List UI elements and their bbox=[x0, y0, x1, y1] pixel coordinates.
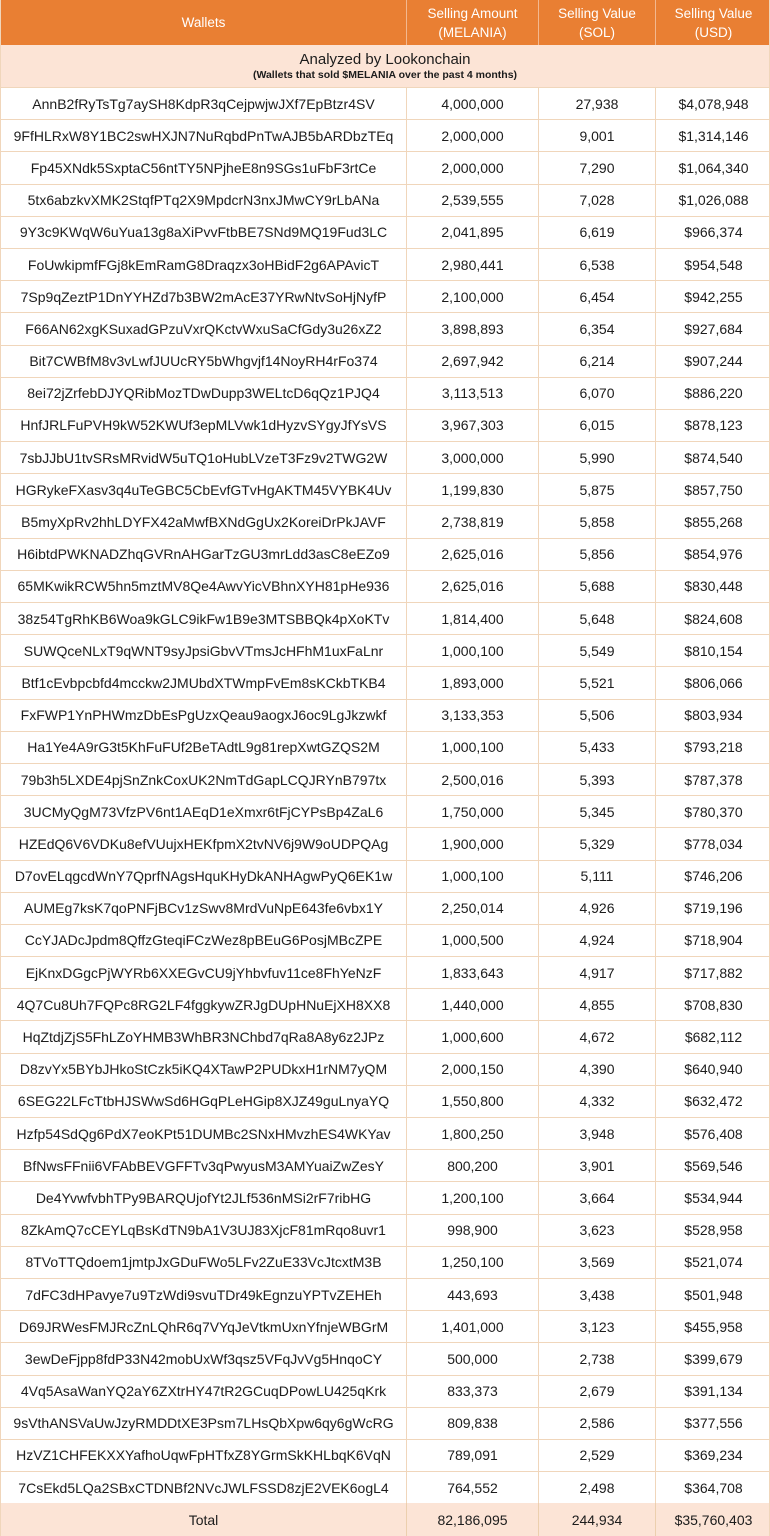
table-row bbox=[1, 1086, 769, 1118]
selling-value-sol-cell: 5,506 bbox=[539, 700, 656, 731]
table-row bbox=[1, 1408, 769, 1440]
selling-value-sol-cell: 5,433 bbox=[539, 732, 656, 763]
selling-value-usd-cell: $719,196 bbox=[684, 900, 743, 917]
selling-value-sol-cell: 3,569 bbox=[539, 1247, 656, 1278]
selling-amount-cell: 1,750,000 bbox=[407, 796, 539, 827]
selling-value-usd-cell: $874,540 bbox=[684, 449, 743, 466]
banner-subtitle: (Wallets that sold $MELANIA over the past 4 months) bbox=[252, 68, 518, 81]
selling-amount-cell: 443,693 bbox=[407, 1279, 539, 1310]
selling-amount-cell: 1,893,000 bbox=[407, 667, 539, 698]
table-row bbox=[1, 1118, 769, 1150]
selling-value-sol-cell: 4,855 bbox=[539, 989, 656, 1020]
table-row bbox=[1, 506, 769, 538]
selling-value-usd-cell: $855,268 bbox=[684, 514, 743, 531]
selling-value-sol-cell: 5,521 bbox=[539, 667, 656, 698]
wallet-address-cell: EjKnxDGgcPjWYRb6XXEGvCU9jYhbvfuv11ce8FhYeNzF bbox=[1, 957, 407, 988]
selling-amount-cell: 1,800,250 bbox=[407, 1118, 539, 1149]
table-row bbox=[1, 1247, 769, 1279]
table-row bbox=[1, 152, 769, 184]
selling-value-sol-cell: 5,990 bbox=[539, 442, 656, 473]
wallet-address-cell: Btf1cEvbpcbfd4mcckw2JMUbdXTWmpFvEm8sKCkbTKB4 bbox=[1, 667, 407, 698]
selling-value-sol-cell: 5,329 bbox=[539, 828, 656, 859]
header-selling-amount-sublabel: (MELANIA) bbox=[438, 24, 507, 40]
wallet-address-cell: Ha1Ye4A9rG3t5KhFuFUf2BeTAdtL9g81repXwtGZQS2M bbox=[1, 732, 407, 763]
selling-value-sol-cell: 5,688 bbox=[539, 571, 656, 602]
selling-value-sol-cell: 2,586 bbox=[539, 1408, 656, 1439]
selling-amount-cell: 789,091 bbox=[407, 1440, 539, 1471]
wallet-address-cell: 6SEG22LFcTtbHJSWwSd6HGqPLeHGip8XJZ49guLnyaYQ bbox=[1, 1086, 407, 1117]
selling-amount-cell: 1,900,000 bbox=[407, 828, 539, 859]
wallet-address-cell: 65MKwikRCW5hn5mztMV8Qe4AwvYicVBhnXYH81pHe936 bbox=[1, 571, 407, 602]
table-row bbox=[1, 603, 769, 635]
wallet-address-cell: FxFWP1YnPHWmzDbEsPgUzxQeau9aogxJ6oc9LgJkzwkf bbox=[1, 700, 407, 731]
selling-value-sol-cell: 2,529 bbox=[539, 1440, 656, 1471]
selling-value-sol-cell: 2,498 bbox=[539, 1472, 656, 1503]
table-row bbox=[1, 249, 769, 281]
wallet-address-cell: 7CsEkd5LQa2SBxCTDNBf2NVcJWLFSSD8zjE2VEK6ogL4 bbox=[1, 1472, 407, 1503]
table-row bbox=[1, 378, 769, 410]
selling-amount-cell: 800,200 bbox=[407, 1150, 539, 1181]
selling-value-usd-cell: $1,064,340 bbox=[678, 159, 749, 176]
selling-amount-cell: 2,625,016 bbox=[407, 539, 539, 570]
selling-value-sol-cell: 7,290 bbox=[539, 152, 656, 183]
wallet-address-cell: HZEdQ6V6VDKu8efVUujxHEKfpmX2tvNV6j9W9oUDPQAg bbox=[1, 828, 407, 859]
wallet-address-cell: 3UCMyQgM73VfzPV6nt1AEqD1eXmxr6tFjCYPsBp4ZaL6 bbox=[1, 796, 407, 827]
table-row bbox=[1, 893, 769, 925]
selling-amount-cell: 2,500,016 bbox=[407, 764, 539, 795]
selling-value-usd-cell: $824,608 bbox=[684, 610, 743, 627]
selling-amount-cell: 1,000,500 bbox=[407, 925, 539, 956]
selling-value-sol-cell: 5,856 bbox=[539, 539, 656, 570]
selling-value-usd-cell: $708,830 bbox=[684, 996, 743, 1013]
selling-value-usd-cell: $569,546 bbox=[684, 1157, 743, 1174]
selling-value-usd-cell: $399,679 bbox=[684, 1350, 743, 1367]
wallet-address-cell: SUWQceNLxT9qWNT9syJpsiGbvVTmsJcHFhM1uxFaLnr bbox=[1, 635, 407, 666]
table-body bbox=[1, 88, 769, 1503]
selling-value-sol-cell: 5,345 bbox=[539, 796, 656, 827]
selling-value-usd-cell: $1,026,088 bbox=[678, 192, 749, 209]
wallet-address-cell: HGRykeFXasv3q4uTeGBC5CbEvfGTvHgAKTM45VYBK4Uv bbox=[1, 474, 407, 505]
selling-value-usd-cell: $927,684 bbox=[684, 320, 743, 337]
selling-value-usd-cell: $4,078,948 bbox=[678, 95, 749, 112]
table-row bbox=[1, 185, 769, 217]
wallet-address-cell: F66AN62xgKSuxadGPzuVxrQKctvWxuSaCfGdy3u26xZ2 bbox=[1, 313, 407, 344]
selling-value-sol-cell: 5,648 bbox=[539, 603, 656, 634]
table-row bbox=[1, 539, 769, 571]
selling-amount-cell: 833,373 bbox=[407, 1376, 539, 1407]
table-header bbox=[1, 0, 769, 45]
selling-value-sol-cell: 3,123 bbox=[539, 1311, 656, 1342]
selling-amount-cell: 1,200,100 bbox=[407, 1182, 539, 1213]
wallet-address-cell: D7ovELqgcdWnY7QprfNAgsHquKHyDkANHAgwPyQ6EK1w bbox=[1, 861, 407, 892]
selling-value-sol-cell: 6,354 bbox=[539, 313, 656, 344]
selling-value-usd-cell: $391,134 bbox=[684, 1383, 743, 1400]
table-row bbox=[1, 1150, 769, 1182]
table-row bbox=[1, 442, 769, 474]
table-row bbox=[1, 732, 769, 764]
selling-value-sol-cell: 2,738 bbox=[539, 1343, 656, 1374]
table-row bbox=[1, 410, 769, 442]
selling-value-usd-cell: $810,154 bbox=[684, 642, 743, 659]
header-selling-amount-melania bbox=[407, 0, 539, 45]
selling-amount-cell: 1,401,000 bbox=[407, 1311, 539, 1342]
total-row bbox=[1, 1503, 769, 1536]
selling-amount-cell: 1,199,830 bbox=[407, 474, 539, 505]
wallet-address-cell: 7dFC3dHPavye7u9TzWdi9svuTDr49kEgnzuYPTvZEHEh bbox=[1, 1279, 407, 1310]
selling-amount-cell: 2,539,555 bbox=[407, 185, 539, 216]
selling-amount-cell: 2,250,014 bbox=[407, 893, 539, 924]
wallet-address-cell: FoUwkipmfFGj8kEmRamG8Draqzx3oHBidF2g6APAvicT bbox=[1, 249, 407, 280]
header-selling-value-usd-sublabel: (USD) bbox=[694, 24, 733, 40]
table-row bbox=[1, 1054, 769, 1086]
selling-value-usd-cell: $830,448 bbox=[684, 578, 743, 595]
header-wallets bbox=[1, 0, 407, 45]
table-row bbox=[1, 957, 769, 989]
banner-title: Analyzed by Lookonchain bbox=[299, 50, 471, 68]
table-row bbox=[1, 474, 769, 506]
total-usd-cell: $35,760,403 bbox=[674, 1511, 753, 1528]
analysis-banner bbox=[1, 45, 769, 88]
selling-value-usd-cell: $364,708 bbox=[684, 1479, 743, 1496]
selling-value-sol-cell: 6,538 bbox=[539, 249, 656, 280]
selling-amount-cell: 3,113,513 bbox=[407, 378, 539, 409]
wallet-address-cell: 8ZkAmQ7cCEYLqBsKdTN9bA1V3UJ83XjcF81mRqo8uvr1 bbox=[1, 1215, 407, 1246]
table-row bbox=[1, 1215, 769, 1247]
selling-amount-cell: 2,697,942 bbox=[407, 346, 539, 377]
selling-value-sol-cell: 6,214 bbox=[539, 346, 656, 377]
table-row bbox=[1, 1376, 769, 1408]
wallet-address-cell: 79b3h5LXDE4pjSnZnkCoxUK2NmTdGapLCQJRYnB797tx bbox=[1, 764, 407, 795]
wallet-address-cell: AUMEg7ksK7qoPNFjBCv1zSwv8MrdVuNpE643fe6vbx1Y bbox=[1, 893, 407, 924]
selling-amount-cell: 1,250,100 bbox=[407, 1247, 539, 1278]
selling-amount-cell: 2,738,819 bbox=[407, 506, 539, 537]
selling-value-sol-cell: 27,938 bbox=[539, 88, 656, 119]
wallet-address-cell: De4YvwfvbhTPy9BARQUjofYt2JLf536nMSi2rF7ribHG bbox=[1, 1182, 407, 1213]
selling-amount-cell: 3,000,000 bbox=[407, 442, 539, 473]
selling-value-usd-cell: $682,112 bbox=[684, 1029, 743, 1046]
selling-value-sol-cell: 3,948 bbox=[539, 1118, 656, 1149]
selling-value-usd-cell: $942,255 bbox=[684, 288, 743, 305]
total-amount-cell: 82,186,095 bbox=[407, 1503, 539, 1536]
wallet-address-cell: 7sbJJbU1tvSRsMRvidW5uTQ1oHubLVzeT3Fz9v2TWG2W bbox=[1, 442, 407, 473]
selling-amount-cell: 1,440,000 bbox=[407, 989, 539, 1020]
selling-value-usd-cell: $632,472 bbox=[684, 1093, 743, 1110]
table-row bbox=[1, 88, 769, 120]
selling-value-usd-cell: $640,940 bbox=[684, 1061, 743, 1078]
wallet-address-cell: BfNwsFFnii6VFAbBEVGFFTv3qPwyusM3AMYuaiZwZesY bbox=[1, 1150, 407, 1181]
selling-value-sol-cell: 6,454 bbox=[539, 281, 656, 312]
selling-value-sol-cell: 4,917 bbox=[539, 957, 656, 988]
header-selling-value-sol-sublabel: (SOL) bbox=[578, 24, 615, 40]
wallet-address-cell: 8ei72jZrfebDJYQRibMozTDwDupp3WELtcD6qQz1PJQ4 bbox=[1, 378, 407, 409]
selling-value-sol-cell: 5,549 bbox=[539, 635, 656, 666]
selling-amount-cell: 1,000,600 bbox=[407, 1021, 539, 1052]
selling-value-sol-cell: 4,390 bbox=[539, 1054, 656, 1085]
wallet-address-cell: 8TVoTTQdoem1jmtpJxGDuFWo5LFv2ZuE33VcJtcxtM3B bbox=[1, 1247, 407, 1278]
header-selling-amount-label: Selling Amount bbox=[427, 5, 518, 21]
selling-amount-cell: 998,900 bbox=[407, 1215, 539, 1246]
selling-value-usd-cell: $718,904 bbox=[684, 932, 743, 949]
table-row bbox=[1, 571, 769, 603]
selling-value-sol-cell: 5,111 bbox=[539, 861, 656, 892]
selling-value-usd-cell: $377,556 bbox=[684, 1415, 743, 1432]
wallet-address-cell: D69JRWesFMJRcZnLQhR6q7VYqJeVtkmUxnYfnjeWBGrM bbox=[1, 1311, 407, 1342]
selling-value-usd-cell: $501,948 bbox=[684, 1286, 743, 1303]
selling-value-sol-cell: 4,926 bbox=[539, 893, 656, 924]
selling-amount-cell: 764,552 bbox=[407, 1472, 539, 1503]
table-row bbox=[1, 346, 769, 378]
wallet-address-cell: 4Q7Cu8Uh7FQPc8RG2LF4fggkywZRJgDUpHNuEjXH8XX8 bbox=[1, 989, 407, 1020]
selling-amount-cell: 500,000 bbox=[407, 1343, 539, 1374]
selling-value-sol-cell: 3,438 bbox=[539, 1279, 656, 1310]
selling-value-usd-cell: $780,370 bbox=[684, 803, 743, 820]
wallet-address-cell: 9FfHLRxW8Y1BC2swHXJN7NuRqbdPnTwAJB5bARDbzTEq bbox=[1, 120, 407, 151]
selling-value-usd-cell: $528,958 bbox=[684, 1222, 743, 1239]
selling-amount-cell: 3,967,303 bbox=[407, 410, 539, 441]
selling-value-usd-cell: $806,066 bbox=[684, 674, 743, 691]
wallet-address-cell: HqZtdjZjS5FhLZoYHMB3WhBR3NChbd7qRa8A8y6z2JPz bbox=[1, 1021, 407, 1052]
wallet-address-cell: Bit7CWBfM8v3vLwfJUUcRY5bWhgvjf14NoyRH4rFo374 bbox=[1, 346, 407, 377]
selling-value-sol-cell: 4,672 bbox=[539, 1021, 656, 1052]
selling-amount-cell: 1,000,100 bbox=[407, 732, 539, 763]
wallet-address-cell: H6ibtdPWKNADZhqGVRnAHGarTzGU3mrLdd3asC8eEZo9 bbox=[1, 539, 407, 570]
selling-amount-cell: 1,833,643 bbox=[407, 957, 539, 988]
selling-value-sol-cell: 5,393 bbox=[539, 764, 656, 795]
selling-value-usd-cell: $455,958 bbox=[684, 1318, 743, 1335]
table-row bbox=[1, 667, 769, 699]
selling-amount-cell: 4,000,000 bbox=[407, 88, 539, 119]
table-row bbox=[1, 1343, 769, 1375]
selling-value-usd-cell: $854,976 bbox=[684, 546, 743, 563]
wallet-address-cell: CcYJADcJpdm8QffzGteqiFCzWez8pBEuG6PosjMBcZPE bbox=[1, 925, 407, 956]
selling-value-usd-cell: $803,934 bbox=[684, 707, 743, 724]
selling-value-sol-cell: 3,623 bbox=[539, 1215, 656, 1246]
selling-amount-cell: 1,550,800 bbox=[407, 1086, 539, 1117]
selling-value-sol-cell: 7,028 bbox=[539, 185, 656, 216]
selling-value-usd-cell: $717,882 bbox=[684, 964, 743, 981]
selling-amount-cell: 2,000,150 bbox=[407, 1054, 539, 1085]
table-row bbox=[1, 764, 769, 796]
selling-amount-cell: 2,000,000 bbox=[407, 152, 539, 183]
selling-value-sol-cell: 3,664 bbox=[539, 1182, 656, 1213]
selling-value-usd-cell: $521,074 bbox=[684, 1254, 743, 1271]
table-row bbox=[1, 1440, 769, 1472]
wallet-address-cell: 9sVthANSVaUwJzyRMDDtXE3Psm7LHsQbXpw6qy6gWcRG bbox=[1, 1408, 407, 1439]
selling-amount-cell: 1,000,100 bbox=[407, 861, 539, 892]
header-selling-value-usd bbox=[656, 0, 770, 45]
wallet-address-cell: B5myXpRv2hhLDYFX42aMwfBXNdGgUx2KoreiDrPkJAVF bbox=[1, 506, 407, 537]
table-row bbox=[1, 217, 769, 249]
selling-value-sol-cell: 6,070 bbox=[539, 378, 656, 409]
table-row bbox=[1, 635, 769, 667]
wallet-address-cell: D8zvYx5BYbJHkoStCzk5iKQ4XTawP2PUDkxH1rNM7yQM bbox=[1, 1054, 407, 1085]
wallet-address-cell: 38z54TgRhKB6Woa9kGLC9ikFw1B9e3MTSBBQk4pXoKTv bbox=[1, 603, 407, 634]
wallet-address-cell: 3ewDeFjpp8fdP33N42mobUxWf3qsz5VFqJvVg5HnqoCY bbox=[1, 1343, 407, 1374]
table-row bbox=[1, 1182, 769, 1214]
selling-value-sol-cell: 2,679 bbox=[539, 1376, 656, 1407]
selling-value-usd-cell: $793,218 bbox=[684, 739, 743, 756]
selling-value-sol-cell: 9,001 bbox=[539, 120, 656, 151]
wallet-address-cell: HzVZ1CHFEKXXYafhoUqwFpHTfxZ8YGrmSkKHLbqK6VqN bbox=[1, 1440, 407, 1471]
wallet-address-cell: 5tx6abzkvXMK2StqfPTq2X9MpdcrN3nxJMwCY9rLbANa bbox=[1, 185, 407, 216]
selling-amount-cell: 3,133,353 bbox=[407, 700, 539, 731]
selling-value-usd-cell: $787,378 bbox=[684, 771, 743, 788]
table-row bbox=[1, 281, 769, 313]
selling-value-usd-cell: $886,220 bbox=[684, 385, 743, 402]
selling-amount-cell: 2,625,016 bbox=[407, 571, 539, 602]
selling-value-usd-cell: $878,123 bbox=[684, 417, 743, 434]
selling-amount-cell: 2,980,441 bbox=[407, 249, 539, 280]
table-row bbox=[1, 1021, 769, 1053]
selling-value-usd-cell: $746,206 bbox=[684, 868, 743, 885]
selling-value-sol-cell: 5,875 bbox=[539, 474, 656, 505]
header-selling-value-sol-label: Selling Value bbox=[558, 5, 636, 21]
header-selling-value-sol bbox=[539, 0, 656, 45]
selling-value-usd-cell: $369,234 bbox=[684, 1447, 743, 1464]
selling-value-sol-cell: 3,901 bbox=[539, 1150, 656, 1181]
selling-value-usd-cell: $778,034 bbox=[684, 835, 743, 852]
table-row bbox=[1, 1472, 769, 1503]
table-row bbox=[1, 313, 769, 345]
selling-value-usd-cell: $576,408 bbox=[684, 1125, 743, 1142]
wallet-address-cell: 4Vq5AsaWanYQ2aY6ZXtrHY47tR2GCuqDPowLU425qKrk bbox=[1, 1376, 407, 1407]
selling-value-usd-cell: $1,314,146 bbox=[678, 127, 749, 144]
header-wallets-label: Wallets bbox=[181, 15, 226, 30]
table-row bbox=[1, 700, 769, 732]
table-row bbox=[1, 796, 769, 828]
selling-value-usd-cell: $966,374 bbox=[684, 224, 743, 241]
selling-value-usd-cell: $857,750 bbox=[684, 481, 743, 498]
table-row bbox=[1, 120, 769, 152]
selling-value-sol-cell: 4,924 bbox=[539, 925, 656, 956]
selling-value-usd-cell: $954,548 bbox=[684, 256, 743, 273]
table-row bbox=[1, 828, 769, 860]
selling-value-usd-cell: $534,944 bbox=[684, 1189, 743, 1206]
table-row bbox=[1, 1311, 769, 1343]
selling-value-sol-cell: 5,858 bbox=[539, 506, 656, 537]
selling-value-sol-cell: 6,015 bbox=[539, 410, 656, 441]
wallet-address-cell: Fp45XNdk5SxptaC56ntTY5NPjheE8n9SGs1uFbF3rtCe bbox=[1, 152, 407, 183]
wallet-address-cell: Hzfp54SdQg6PdX7eoKPt51DUMBc2SNxHMvzhES4WKYav bbox=[1, 1118, 407, 1149]
selling-value-sol-cell: 4,332 bbox=[539, 1086, 656, 1117]
header-selling-value-usd-label: Selling Value bbox=[674, 5, 753, 21]
wallet-address-cell: AnnB2fRyTsTg7aySH8KdpR3qCejpwjwJXf7EpBtzr4SV bbox=[1, 88, 407, 119]
selling-value-usd-cell: $907,244 bbox=[684, 353, 743, 370]
table-row bbox=[1, 861, 769, 893]
total-sol-cell: 244,934 bbox=[539, 1503, 656, 1536]
total-label-cell: Total bbox=[1, 1503, 407, 1536]
selling-amount-cell: 1,814,400 bbox=[407, 603, 539, 634]
table-row bbox=[1, 1279, 769, 1311]
wallet-address-cell: 9Y3c9KWqW6uYua13g8aXiPvvFtbBE7SNd9MQ19Fud3LC bbox=[1, 217, 407, 248]
wallet-address-cell: 7Sp9qZeztP1DnYYHZd7b3BW2mAcE37YRwNtvSoHjNyfP bbox=[1, 281, 407, 312]
wallet-address-cell: HnfJRLFuPVH9kW52KWUf3epMLVwk1dHyzvSYgyJfYsVS bbox=[1, 410, 407, 441]
selling-amount-cell: 809,838 bbox=[407, 1408, 539, 1439]
table-row bbox=[1, 925, 769, 957]
selling-amount-cell: 2,100,000 bbox=[407, 281, 539, 312]
selling-value-sol-cell: 6,619 bbox=[539, 217, 656, 248]
table-row bbox=[1, 989, 769, 1021]
selling-amount-cell: 1,000,100 bbox=[407, 635, 539, 666]
selling-amount-cell: 3,898,893 bbox=[407, 313, 539, 344]
selling-amount-cell: 2,000,000 bbox=[407, 120, 539, 151]
selling-amount-cell: 2,041,895 bbox=[407, 217, 539, 248]
